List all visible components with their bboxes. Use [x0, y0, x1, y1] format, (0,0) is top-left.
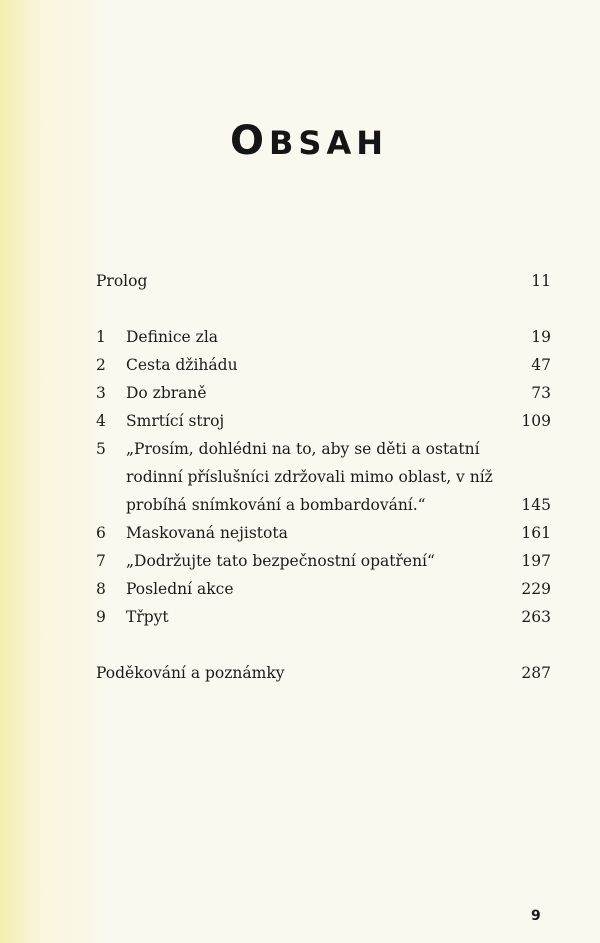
- toc-entry-chapter-1[interactable]: [0, 324, 600, 350]
- toc-entry-page: 73: [531, 384, 551, 402]
- chapter-number: 8: [96, 580, 106, 598]
- toc-entry-chapter-5-continuation: [0, 464, 600, 490]
- toc-entry-page: 161: [521, 524, 551, 542]
- toc-entry-title: Poděkování a poznámky: [96, 664, 285, 682]
- page-title: [0, 118, 600, 164]
- chapter-number: 9: [96, 608, 106, 626]
- toc-entry-title: Do zbraně: [126, 384, 207, 402]
- toc-entry-page: 263: [521, 608, 551, 626]
- chapter-number: 1: [96, 328, 106, 346]
- chapter-number: 4: [96, 412, 106, 430]
- chapter-number: 7: [96, 552, 106, 570]
- toc-entry-page: 197: [521, 552, 551, 570]
- toc-entry-title: Třpyt: [126, 608, 169, 626]
- toc-entry-chapter-3[interactable]: [0, 380, 600, 406]
- chapter-number: 5: [96, 440, 106, 458]
- toc-entry-chapter-2[interactable]: [0, 352, 600, 378]
- toc-entry-page: 229: [521, 580, 551, 598]
- toc-entry-page: 109: [521, 412, 551, 430]
- toc-entry-page: 145: [521, 496, 551, 514]
- toc-entry-page: 47: [531, 356, 551, 374]
- toc-entry-prolog[interactable]: [0, 268, 600, 294]
- toc-entry-acknowledgements[interactable]: [0, 660, 600, 686]
- toc-entry-page: 287: [521, 664, 551, 682]
- chapter-number: 3: [96, 384, 106, 402]
- toc-entry-chapter-8[interactable]: [0, 576, 600, 602]
- toc-entry-chapter-9[interactable]: [0, 604, 600, 630]
- toc-entry-title-line: „Prosím, dohlédni na to, aby se děti a ostatní: [126, 440, 480, 458]
- toc-entry-chapter-7[interactable]: [0, 548, 600, 574]
- toc-entry-chapter-6[interactable]: [0, 520, 600, 546]
- toc-entry-page: 11: [531, 272, 551, 290]
- toc-entry-chapter-5[interactable]: [0, 436, 600, 462]
- toc-entry-title: „Dodržujte tato bezpečnostní opatření“: [126, 552, 435, 570]
- toc-entry-title: Poslední akce: [126, 580, 234, 598]
- toc-entry-title: Cesta džihádu: [126, 356, 238, 374]
- title-rest: BSAH: [269, 124, 388, 162]
- toc-entry-title: Definice zla: [126, 328, 219, 346]
- toc-entry-chapter-5-continuation: [0, 492, 600, 518]
- toc-entry-title: Prolog: [96, 272, 148, 290]
- toc-entry-page: 19: [531, 328, 551, 346]
- page-number: 9: [531, 908, 541, 924]
- title-initial: O: [230, 118, 270, 164]
- chapter-number: 2: [96, 356, 106, 374]
- toc-entry-title: Maskovaná nejistota: [126, 524, 288, 542]
- toc-entry-chapter-4[interactable]: [0, 408, 600, 434]
- toc-entry-title: Smrtící stroj: [126, 412, 225, 430]
- toc-entry-title-line: rodinní příslušníci zdržovali mimo oblast, v níž: [126, 468, 493, 486]
- toc-entry-title-line: probíhá snímkování a bombardování.“: [126, 496, 426, 514]
- chapter-number: 6: [96, 524, 106, 542]
